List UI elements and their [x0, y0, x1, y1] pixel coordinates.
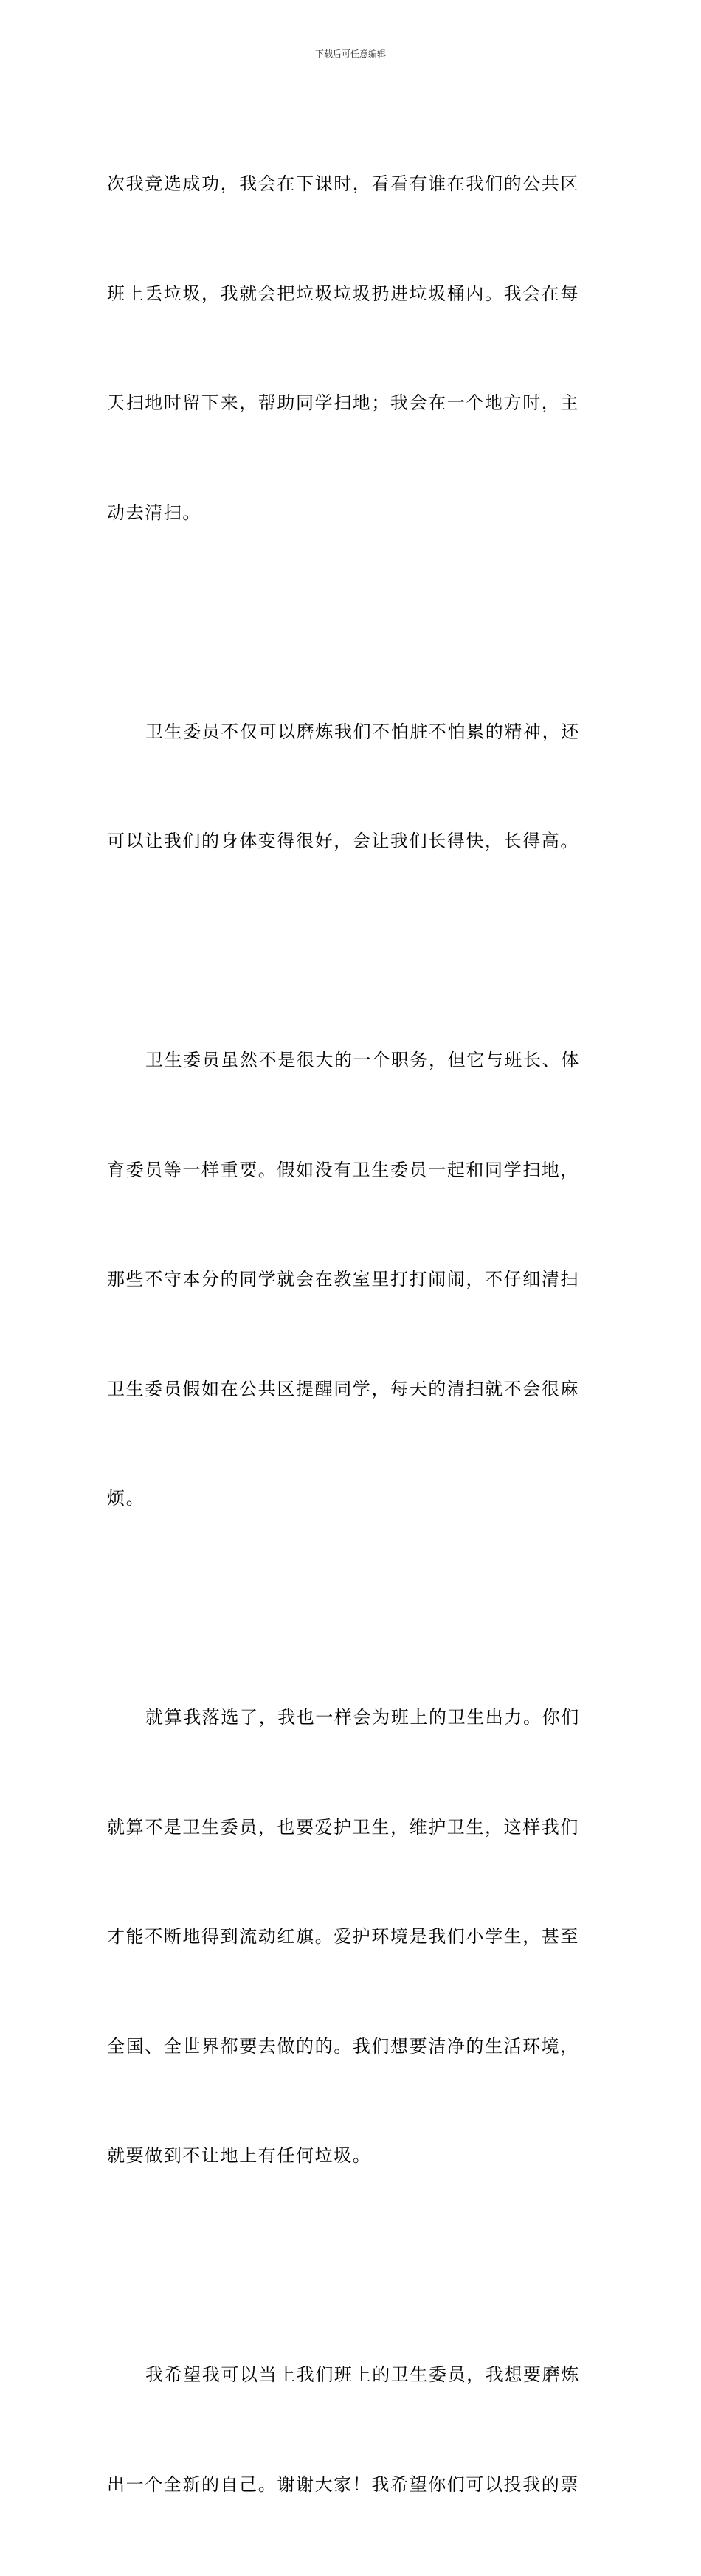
- text-line: 班上丢垃圾，我就会把垃圾垃圾扔进垃圾桶内。我会在每: [107, 283, 579, 304]
- paragraph-3: [107, 969, 597, 1590]
- document-body: [107, 93, 597, 2576]
- text-line: 出一个全新的自己。谢谢大家！我希望你们可以投我的票: [107, 2473, 579, 2495]
- text-line: 动去清扫。: [107, 502, 201, 523]
- text-line: 卫生委员不仅可以磨炼我们不怕脏不怕累的精神，还: [145, 721, 580, 742]
- paragraph-2: [107, 641, 597, 933]
- text-line: 天扫地时留下来，帮助同学扫地；我会在一个地方时，主: [107, 392, 579, 413]
- text-line: 次我竞选成功，我会在下课时，看看有谁在我们的公共区: [107, 173, 579, 194]
- paragraph-1: [107, 93, 597, 604]
- page-header: 下载后可任意编辑: [314, 49, 386, 59]
- text-line: 卫生委员虽然不是很大的一个职务，但它与班长、体: [145, 1050, 580, 1070]
- text-line: 可以让我们的身体变得很好，会让我们长得快，长得高。: [107, 831, 579, 851]
- text-line: 烦。: [107, 1488, 145, 1509]
- text-line: 全国、全世界都要去做的的。我们想要洁净的生活环境，: [107, 2035, 579, 2057]
- text-line: 卫生委员假如在公共区提醒同学，每天的清扫就不会很麻: [107, 1378, 579, 1399]
- text-line: 就算不是卫生委员，也要爱护卫生，维护卫生，这样我们: [107, 1816, 579, 1838]
- text-line: 就要做到不让地上有任何垃圾。: [107, 2145, 372, 2166]
- paragraph-4: [107, 1627, 597, 2248]
- text-line: 我希望我可以当上我们班上的卫生委员，我想要磨炼: [145, 2364, 580, 2385]
- paragraph-5: [107, 2284, 597, 2576]
- text-line: 那些不守本分的同学就会在教室里打打闹闹，不仔细清扫: [107, 1269, 579, 1289]
- text-line: 育委员等一样重要。假如没有卫生委员一起和同学扫地，: [107, 1159, 579, 1180]
- text-line: 就算我落选了，我也一样会为班上的卫生出力。你们: [145, 1707, 580, 1728]
- text-line: 才能不断地得到流动红旗。爱护环境是我们小学生，甚至: [107, 1926, 579, 1947]
